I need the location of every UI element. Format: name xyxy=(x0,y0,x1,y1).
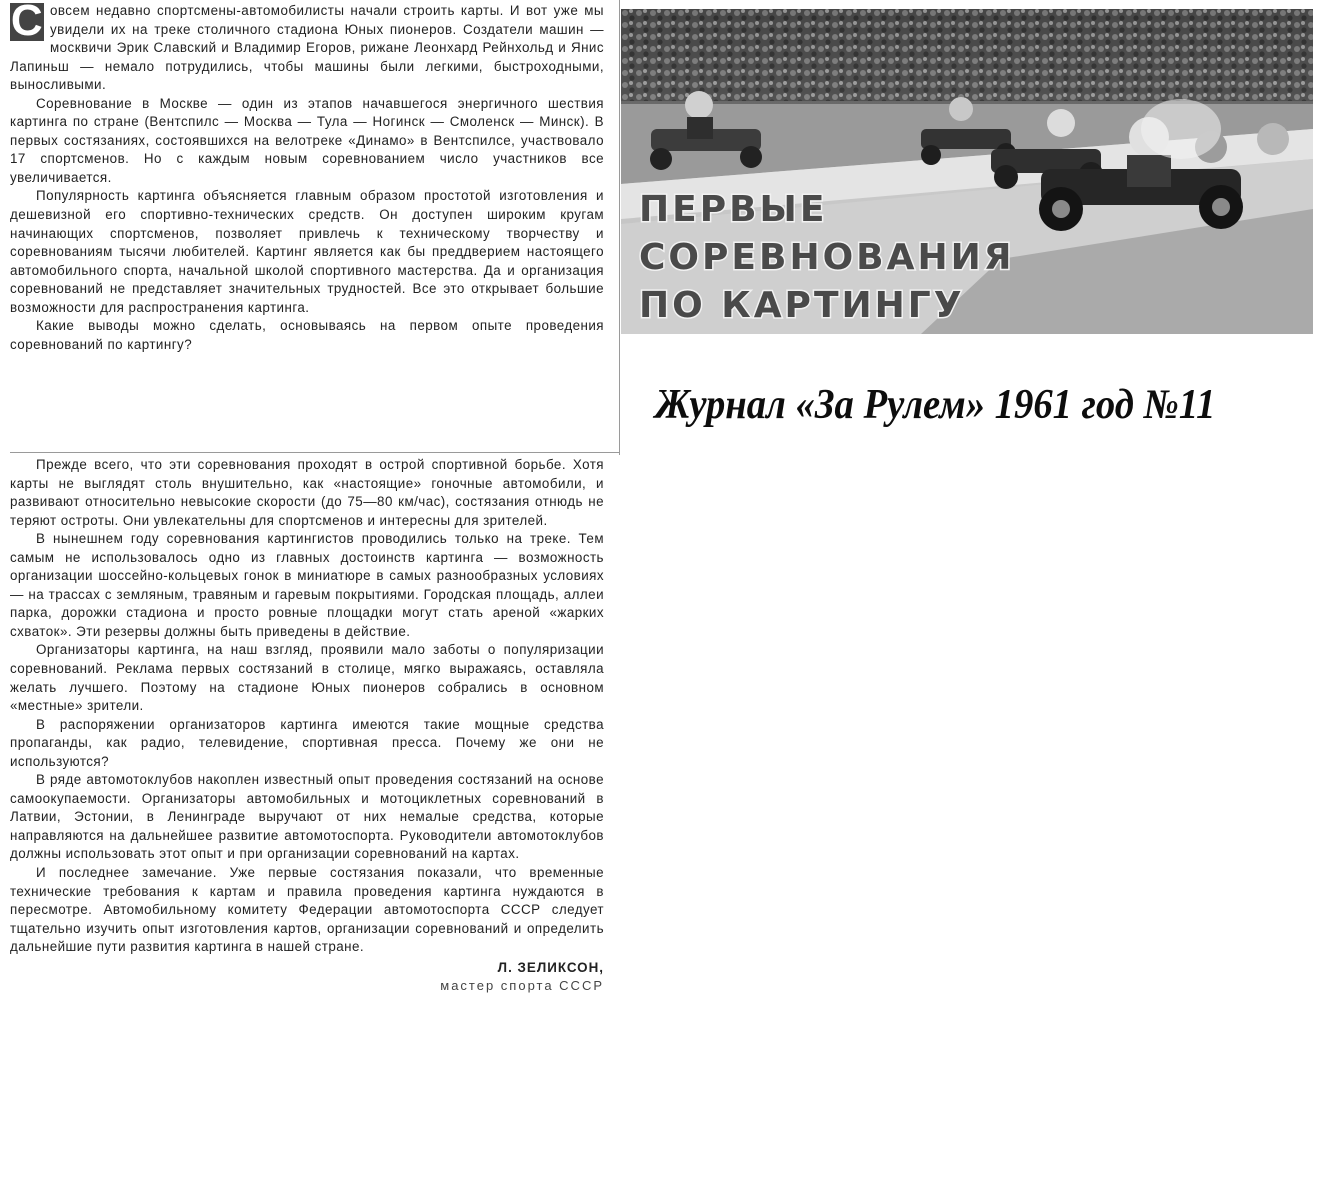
article-column-top xyxy=(10,2,604,452)
headline-line-1: ПЕРВЫЕ xyxy=(639,189,828,230)
article-column-bottom xyxy=(10,456,604,1200)
article-paragraph: Прежде всего, что эти соревнования проходят в острой спортивной борьбе. Хотя карты не выглядят столь внушительно, как «настоящие» гоночные автомобили, и развивают относительно невысокие скорости (до 75—80 км/час), состязания отнюдь не теряют остроты. Они увлекательны для спортсменов и интересны для зрителей. xyxy=(10,457,604,528)
author-signature: Л. ЗЕЛИКСОН, xyxy=(497,959,604,975)
headline-line-3: ПО КАРТИНГУ xyxy=(639,285,965,326)
article-paragraph: Организаторы картинга, на наш взгляд, проявили мало заботы о популяризации соревнований. Реклама первых состязаний в столице, мягко выражаясь, оставляла желать лучшего. Поэтому на стадионе Юных пионеров собрались в основном «местные» зрители. xyxy=(10,642,604,714)
article-paragraph: В ряде автомотоклубов накоплен известный опыт проведения состязаний на основе самоокупаемости. Организаторы автомобильных и мотоциклетных соревнований в Латвии, Эстонии, в Ленинграде выручают от них немалые средства, которые направляются на дальнейшее развитие автомотоспорта. Руководители автомотоклубов должны использовать этот опыт и при организации соревнований на картах. xyxy=(10,772,604,862)
article-paragraph: Соревнование в Москве — один из этапов начавшегося энергичного шествия картинга по стране (Вентспилс — Москва — Тула — Ногинск — Смоленск — Минск). В первых состязаниях, состоявшихся на велотреке «Динамо» в Вентспилсе, участвовало 17 спортсменов. Но с каждым новым соревнованием число участников все увеличивается. xyxy=(10,95,604,185)
article-paragraph: В нынешнем году соревнования картингистов проводились только на треке. Тем самым не использовалось одно из главных достоинств картинга — возможность организации шоссейно-кольцевых гонок в миниатюре в самых разнообразных условиях — на трассах с земляным, травяным и гаревым покрытиями. Городская площадь, аллеи парка, дорожки стадиона и просто ровные площадки могут стать ареной «жарких схваток». Эти резервы должны быть приведены в действие. xyxy=(10,531,604,639)
article-paragraph: Популярность картинга объясняется главным образом простотой изготовления и дешевизной его спортивно-технических средств. Он доступен широким кругам начинающих спортсменов, позволяет привлечь к техническому творчеству и соревнованиям тысячи любителей. Картинг является как бы преддверием настоящего автомобильного спорта, начальной школой спортивного мастерства. Да и организация соревнований не представляет значительных трудностей. Все это открывает большие возможности для распространения картинга. xyxy=(10,188,604,315)
article-paragraph: И последнее замечание. Уже первые состязания показали, что временные технические требования к картам и правила проведения картинга нуждаются в пересмотре. Автомобильному комитету Федерации автомотоспорта СССР следует тщательно изучить опыт изготовления картов, организации соревнований и определить дальнейшие пути развития картинга в нашей стране. xyxy=(10,865,604,955)
karting-race-photo xyxy=(621,9,1313,334)
author-title: мастер спорта СССР xyxy=(440,978,604,994)
drop-cap: С xyxy=(10,2,44,45)
column-divider xyxy=(619,0,620,455)
article-paragraph: В распоряжении организаторов картинга имеются такие мощные средства пропаганды, как радио, телевидение, спортивная пресса. Почему же они не используются? xyxy=(10,716,604,769)
headline-line-2: СОРЕВНОВАНИЯ xyxy=(639,237,1015,278)
magazine-caption: Журнал «За Рулем» 1961 год №11 xyxy=(655,382,1216,428)
article-paragraph: С овсем недавно спортсмены-автомобилисты начали строить карты. И вот уже мы увидели их на треке столичного стадиона Юных пионеров. Создатели машин — москвичи Эрик Славский и Владимир Егоров, рижане Леонхард Рейнхольд и Янис Лапиньш — немало потрудились, чтобы машины были легкими, быстроходными, выносливыми. xyxy=(10,2,604,93)
section-divider xyxy=(10,452,619,453)
article-paragraph: Какие выводы можно сделать, основываясь на первом опыте проведения соревнований по картингу? xyxy=(10,318,604,352)
